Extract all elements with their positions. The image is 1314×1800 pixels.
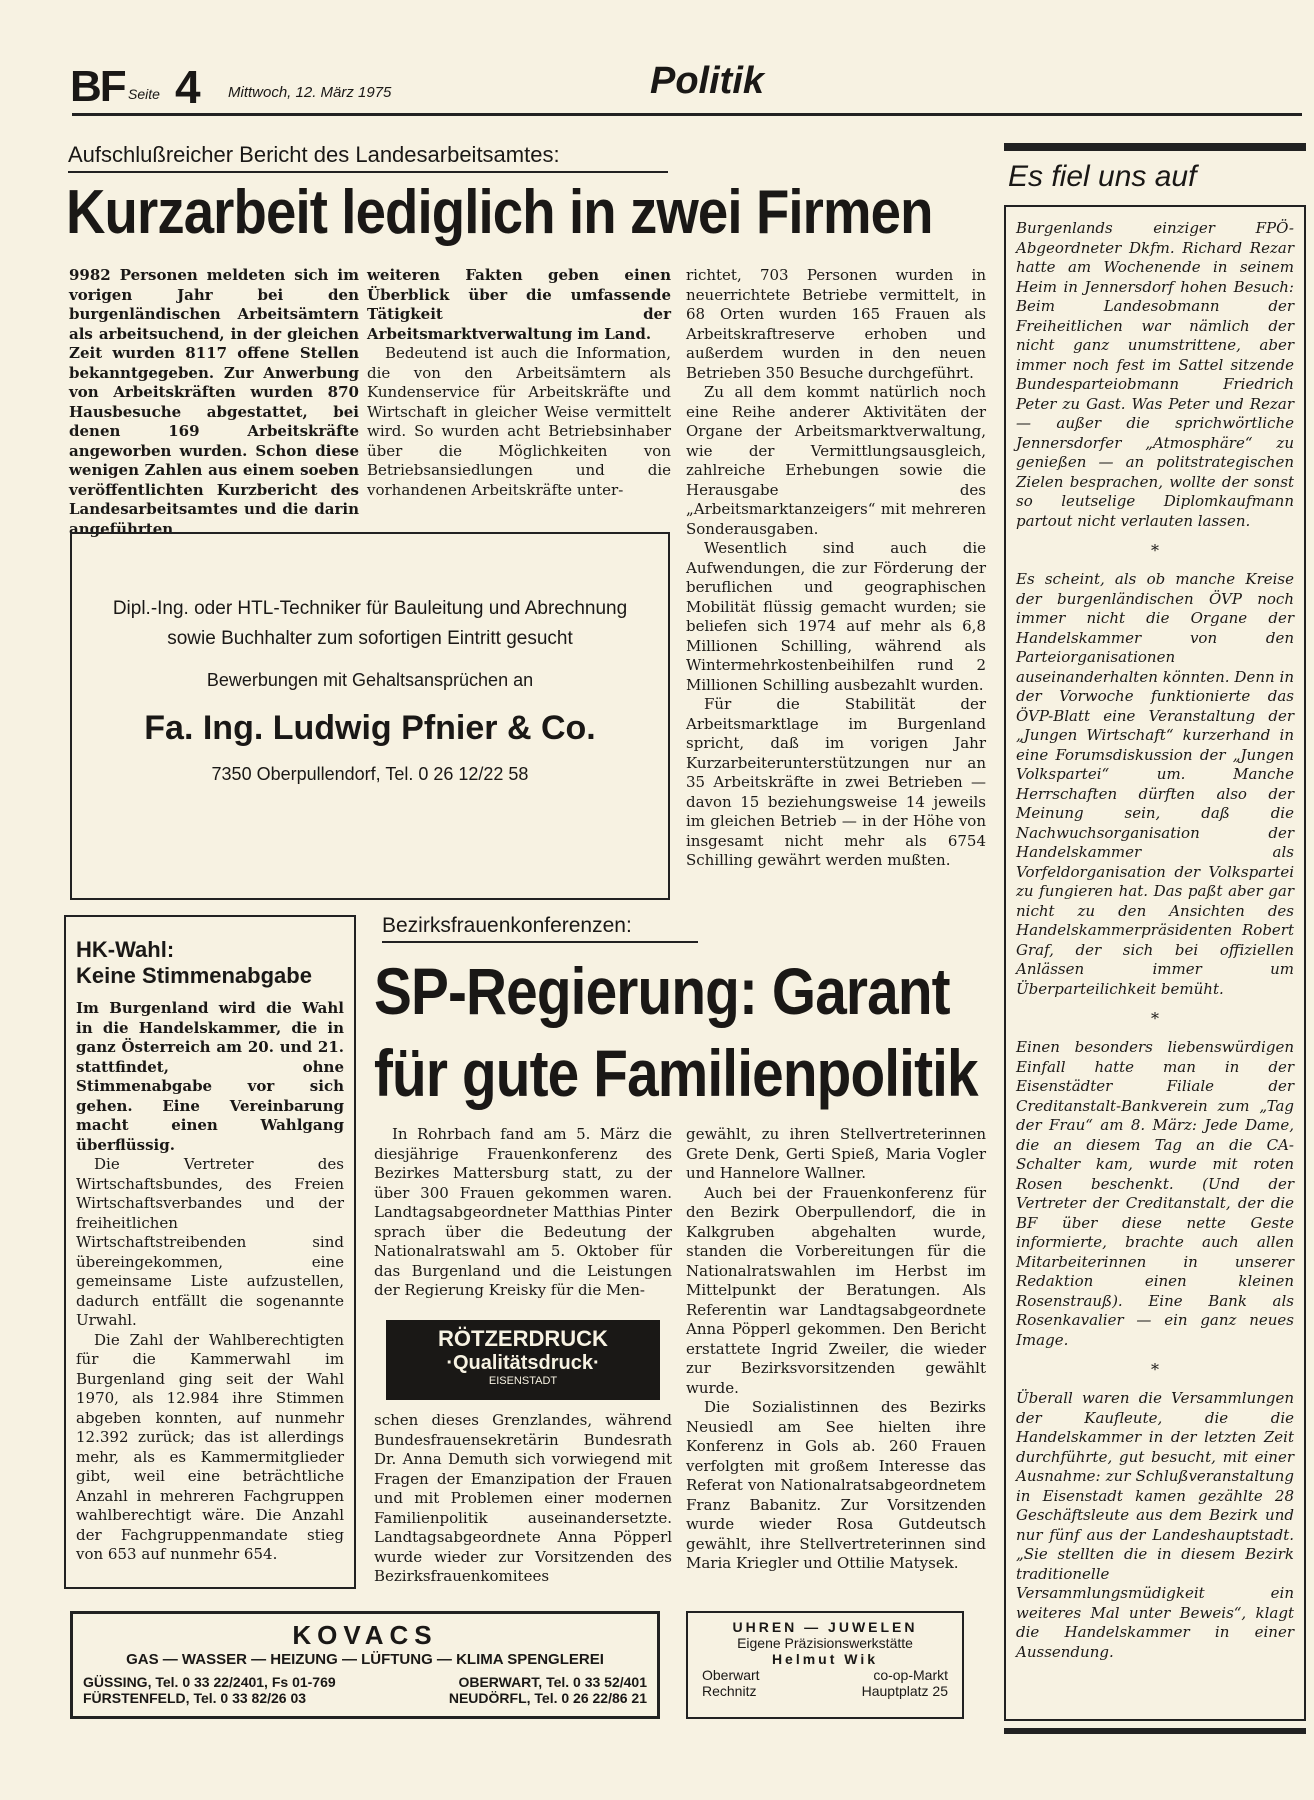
page-label: Seite [128,86,160,102]
ad-text: NEUDÖRFL, Tel. 0 26 22/86 21 [448,1690,647,1706]
ad-text: UHREN — JUWELEN [732,1619,918,1635]
section-title: Politik [650,60,765,102]
sidebar-item: Burgenlands einziger FPÖ-Abgeordneter Dkfm. Richard Rezar hatte am Wochenende in seinem Heim in Jennersdorf hohen Besuch: Beim Landesobmann der Freiheitlichen war nämlich der nicht ganz unumstrittene, aber immer noch fest im Sattel sitzende Bundesparteiobmann Friedrich Peter zu Gast. Was Peter und Rezar — außer die sprichwörtliche Jennersdorfer „Atmosphäre“ zu genießen — an politstrategischen Zielen besprachen, wollte der sonst so leutselige Diplomkaufmann partout nicht verlauten lassen. [1016,219,1294,530]
ad-text: GÜSSING, Tel. 0 33 22/2401, Fs 01-769 [83,1674,336,1690]
article-lead: weiteren Fakten geben einen Überblick über die umfassende Tätigkeit der Arbeitsmarktverwaltung im Land. [367,266,671,343]
separator-star: * [1151,1360,1159,1379]
ad-text: Dipl.-Ing. oder HTL-Techniker für Bauleitung und Abrechnung sowie Buchhalter zum sofortigen Eintritt gesucht [112,598,628,649]
issue-date: Mittwoch, 12. März 1975 [228,84,392,101]
sidebar-top-rule [1004,143,1306,151]
article-col-3 [686,266,986,871]
page-number: 4 [175,61,201,113]
article-paragraph: In Rohrbach fand am 5. März die diesjährige Frauenkonferenz des Bezirkes Mattersburg statt, zu der über 300 Frauen gekommen waren. Landtagsabgeordneter Matthias Pinter sprach über die Bedeutung der Nationalratswahl am 5. Oktober für das Burgenland und die Leistungen der Regierung Kreisky für die Men- [374,1125,672,1299]
ad-text: EISENSTADT [488,1375,558,1387]
ad-text: Rechnitz [702,1683,757,1699]
ad-text: Hauptplatz 25 [861,1683,948,1699]
article-paragraph: richtet, 703 Personen wurden in neuerrichtete Betriebe vermittelt, in 68 Orten wurden 165 Frauen als Arbeitskraftreserve erhoben und außerdem wurden in den neuen Betrieben 350 Besuche durchgeführt. [686,266,986,382]
article-paragraph: Bedeutend ist auch die Information, die von den Arbeitsämtern als Kundenservice für Arbeitskräfte und Wirtschaft in gleicher Weise vermittelt wird. So wurden acht Betriebsinhaber über die Möglichkeiten von Betriebsansiedlungen und die vorhandenen Arbeitskräfte unter- [367,344,671,499]
job-advertisement [70,532,670,900]
article-headline: SP-Regierung: Garant [374,954,950,1028]
box-title: HK-Wahl: [76,937,175,962]
sidebar-column [1004,205,1306,1721]
sidebar-item: Es scheint, als ob manche Kreise der burgenländischen ÖVP noch immer nicht die Organe der Handelskammer von den Parteiorganisationen auseinanderhalten könnten. Denn in der Vorwoche funktionierte das ÖVP-Blatt eine Veranstaltung der „Jungen Wirtschaft“ kurzerhand in eine Forumsdiskussion der „Jungen Volkspartei“ um. Manche Herrschaften dürften also der Meinung sein, daß die Nachwuchsorganisation der Handelskammer als Vorfeldorganisation der Volkspartei zu fungieren hat. Das paßt aber gar nicht zu den Ansichten des Handelskammerpräsidenten Robert Graf, der sich bei offiziellen Anlässen immer um Überparteilichkeit bemüht. [1016,570,1294,998]
ad-text: Oberwart [702,1667,760,1683]
header-rule [72,113,1302,116]
ad-text: Bewerbungen mit Gehaltsansprüchen an [206,670,534,690]
print-shop-ad [386,1320,660,1400]
article-col-1b: schen dieses Grenzlandes, während Bundesfrauensekretärin Bundesrath Dr. Anna Demuth sich vorwiegend mit Fragen der Emanzipation der Frauen und mit Problemen einer modernen Familienpolitik auseinandersetzte. Landtagsabgeordnete Anna Pöpperl wurde wieder zur Vorsitzenden des Bezirksfrauenkomitees [374,1411,672,1585]
hk-wahl-box [64,915,356,1589]
sidebar-bottom-rule [1004,1728,1306,1734]
box-paragraph: Die Vertreter des Wirtschaftsbundes, des Freien Wirtschaftsverbandes und der freiheitlichen Wirtschaftstreibenden sind übereingekommen, eine gemeinsame Liste aufzustellen, dadurch entfällt die sogenannte Urwahl. [76,1155,344,1329]
ad-text: OBERWART, Tel. 0 33 52/401 [458,1674,647,1690]
article-col-1: 9982 Personen meldeten sich im vorigen Jahr bei den burgenländischen Arbeitsämtern als arbeitsuchend, in der gleichen Zeit wurden 8117 offene Stellen bekanntgegeben. Zur Anwerbung von Arbeitskräften wurden 870 Hausbesuche abgestattet, bei denen 169 Arbeitskräfte angeworben wurden. Schon diese wenigen Zahlen aus einem soeben veröffentlichten Kurzbericht des Landesarbeitsamtes und die darin angeführten [69,266,359,538]
ad-text: co-op-Markt [873,1667,948,1683]
ad-text: ·Qualitätsdruck· [446,1352,600,1374]
article-headline: für gute Familienpolitik [374,1036,978,1110]
ad-text: Eigene Präzisionswerkstätte [737,1635,913,1651]
ad-name: KOVACS [292,1620,438,1650]
article-paragraph: Wesentlich sind auch die Aufwendungen, die zur Förderung der beruflichen und geographischen Mobilität flüssig gemacht wurden; sie beliefen sich 1974 auf mehr als 6,8 Millionen Schilling, während als Wintermehrkostenbeihilfen rund 2 Millionen Schilling ausbezahlt wurden. [686,539,986,694]
ad-address: 7350 Oberpullendorf, Tel. 0 26 12/22 58 [211,764,529,784]
box-title: Keine Stimmenabgabe [76,963,312,988]
ad-text: GAS — WASSER — HEIZUNG — LÜFTUNG — KLIMA SPENGLEREI [126,1651,604,1668]
separator-star: * [1151,541,1159,560]
article-paragraph: Zu all dem kommt natürlich noch eine Reihe anderer Aktivitäten der Organe der Arbeitsmarktverwaltung, wie der Vermittlungsausgleich, zahlreiche Erhebungen sowie die Herausgabe des „Arbeitsmarktanzeigers“ mit mehreren Sonderausgaben. [686,383,986,538]
sidebar-item: Einen besonders liebenswürdigen Einfall hatte man in der Eisenstädter Filiale der Creditanstalt-Bankverein zum „Tag der Frau“ am 8. März: Jede Dame, die an diesem Tag an die CA-Schalter kam, wurde mit roten Rosen beschenkt. (Und der Vertreter der Creditanstalt, der die BF über diese nette Geste informierte, brachte auch allen Mitarbeiterinnen in unserer Redaktion einen kleinen Rosenstrauß). Eine Bank als Rosenkavalier — ein ganz neues Image. [1016,1038,1294,1349]
article-col-1 [374,1125,672,1301]
box-lead: Im Burgenland wird die Wahl in die Handelskammer, die in ganz Österreich am 20. und 21. stattfindet, ohne Stimmenabgabe vor sich gehen. Eine Vereinbarung macht einen Wahlgang überflüssig. [76,999,344,1154]
article-paragraph: Auch bei der Frauenkonferenz für den Bezirk Oberpullendorf, die in Kalkgruben abgehalten wurde, standen die Vorbereitungen für die Nationalratswahlen im Herbst im Mittelpunkt der Beratungen. Als Referentin war Landtagsabgeordnete Anna Pöpperl gekommen. Den Bericht erstattete Ingrid Zweiler, die wieder zur Bezirksvorsitzenden gewählt wurde. [686,1183,986,1397]
sidebar-title: Es fiel uns auf [1008,160,1197,193]
paper-logo: BF [70,62,125,111]
article-headline: Kurzarbeit lediglich in zwei Firmen [66,178,933,247]
article-kicker: Aufschlußreicher Bericht des Landesarbeitsamtes: [68,142,668,173]
article-col-2 [367,266,671,500]
article-paragraph: Für die Stabilität der Arbeitsmarktlage im Burgenland spricht, daß im vorigen Jahr Kurzarbeiterunterstützungen nur an 35 Arbeitskräfte in zwei Betrieben — davon 15 beziehungsweise 14 jeweils im gleichen Betrieb — in der Höhe von insgesamt nicht mehr als 6754 Schilling gewährt werden mußten. [686,695,986,869]
article-col-2 [686,1125,986,1574]
article-paragraph: gewählt, zu ihren Stellvertreterinnen Grete Denk, Gerti Spieß, Maria Vogler und Hannelore Wallner. [686,1125,986,1182]
kovacs-ad [70,1611,660,1719]
ad-company: Fa. Ing. Ludwig Pfnier & Co. [144,709,596,747]
box-paragraph: Die Zahl der Wahlberechtigten für die Kammerwahl im Burgenland ging seit der Wahl 1970, als 12.984 ihre Stimmen abgeben konnten, auf nunmehr 12.392 zurück; das ist allerdings mehr, als es Kammermitglieder gibt, weil eine beträchtliche Anzahl in mehreren Fachgruppen wahlberechtigt wäre. Die Anzahl der Fachgruppenmandate stieg von 653 auf nunmehr 654. [76,1330,344,1563]
ad-name: Helmut Wik [771,1651,879,1667]
article-kicker: Bezirksfrauenkonferenzen: [382,914,698,943]
article-paragraph: Die Sozialistinnen des Bezirks Neusiedl am See hielten ihre Konferenz in Gols ab. 260 Frauen verfolgten mit großem Interesse das Referat von Nationalratsabgeordnetem Franz Babanitz. Zur Vorsitzenden wurde wieder Rosa Gutdeutsch gewählt, ihre Stellvertreterinnen sind Maria Kriegler und Ottilie Matysek. [686,1398,986,1572]
sidebar-item: Überall waren die Versammlungen der Kaufleute, die die Handelskammer in der letzten Zeit durchführte, gut besucht, mit einer Ausnahme: zur Schlußveranstaltung in Eisenstadt kamen gezählte 28 Geschäftsleute aus dem Bezirk und nur fünf aus der Landeshauptstadt. „Sie stellten die in diesem Bezirk traditionelle Versammlungsmüdigkeit ein weiteres Mal unter Beweis“, klagt die Handelskammer in einer Aussendung. [1016,1389,1294,1661]
ad-text: FÜRSTENFELD, Tel. 0 33 82/26 03 [83,1690,307,1706]
ad-text: RÖTZERDRUCK [438,1326,608,1351]
jeweler-ad [686,1611,964,1719]
separator-star: * [1151,1009,1159,1028]
